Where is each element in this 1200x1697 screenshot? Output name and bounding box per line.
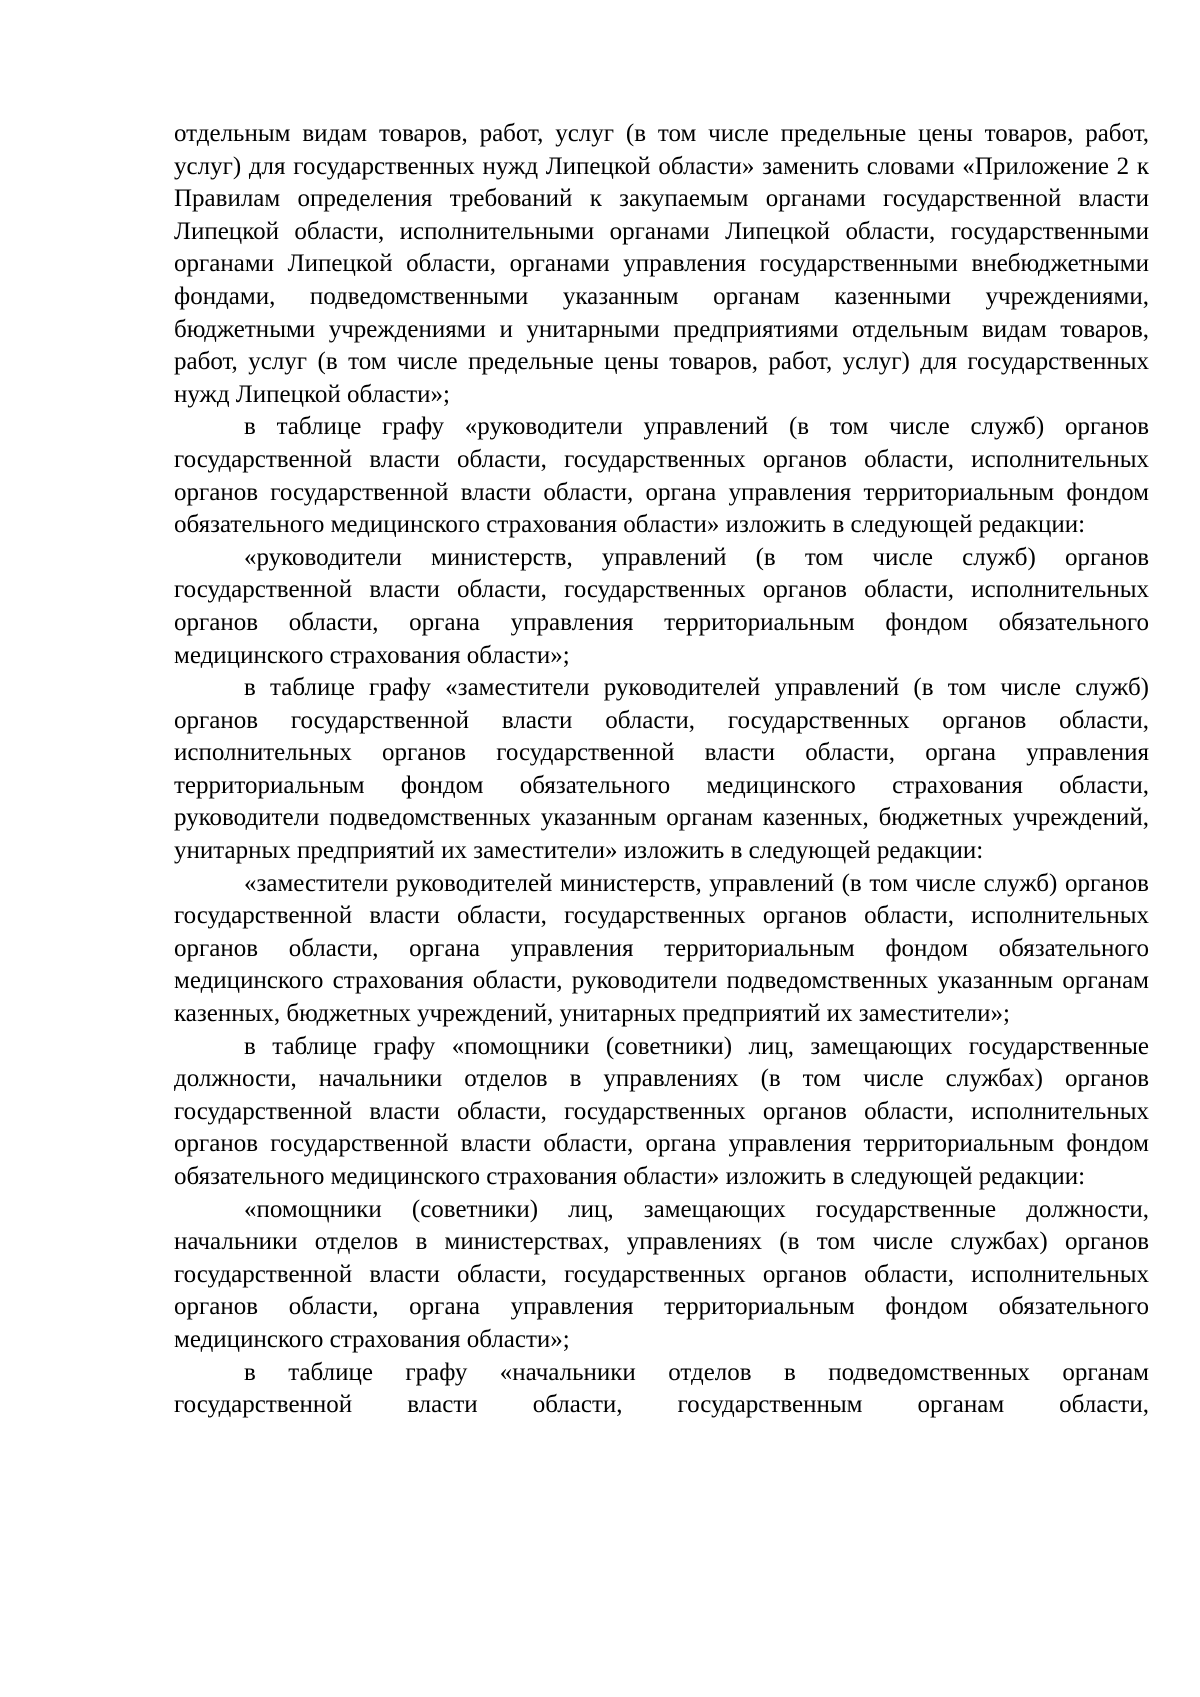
paragraph-amendment-heads: в таблице графу «руководители управлений (в том числе служб) органов государственной власти области, государственных органов области, исполнительных органов государственной власти области, органа управления территориальным фондом обязательного медицинского страхования области» изложить в следующей редакции: <box>174 413 1149 539</box>
paragraph-new-assistants: «помощники (советники) лиц, замещающих государственные должности, начальники отделов в министерствах, управлениях (в том числе службах) органов государственной власти области, государственных органов области, исполнительных органов области, органа управления территориальным фондом обязательного медицинского страхования области»; <box>174 1195 1149 1353</box>
paragraph-new-deputies: «заместители руководителей министерств, управлений (в том числе служб) органов государственной власти области, государственных органов области, исполнительных органов области, органа управления территориальным фондом обязательного медицинского страхования области, руководители подведомственных указанным органам казенных, бюджетных учреждений, унитарных предприятий их заместители»; <box>174 869 1149 1028</box>
document-body <box>174 118 1149 1422</box>
paragraph-amendment-department-heads: в таблице графу «начальники отделов в подведомственных органам государственной власти области, государственным органам области, <box>174 1358 1149 1419</box>
paragraph-amendment-deputies: в таблице графу «заместители руководителей управлений (в том числе служб) органов государственной власти области, государственных органов области, исполнительных органов государственной власти области, органа управления территориальным фондом обязательного медицинского страхования области, руководители подведомственных указанным органам казенных, бюджетных учреждений, унитарных предприятий их заместители» изложить в следующей редакции: <box>174 674 1149 865</box>
paragraph-continuation: отдельным видам товаров, работ, услуг (в том числе предельные цены товаров, работ, услуг) для государственных нужд Липецкой области» заменить словами «Приложение 2 к Правилам определения требований к закупаемым органами государственной власти Липецкой области, исполнительными органами Липецкой области, государственными органами Липецкой области, органами управления государственными внебюджетными фондами, подведомственными указанным органам казенными учреждениями, бюджетными учреждениями и унитарными предприятиями отдельным видам товаров, работ, услуг (в том числе предельные цены товаров, работ, услуг) для государственных нужд Липецкой области»; <box>174 120 1149 408</box>
paragraph-amendment-assistants: в таблице графу «помощники (советники) лиц, замещающих государственные должности, начальники отделов в управлениях (в том числе службах) органов государственной власти области, государственных органов области, исполнительных органов государственной власти области, органа управления территориальным фондом обязательного медицинского страхования области» изложить в следующей редакции: <box>174 1032 1149 1190</box>
paragraph-new-heads: «руководители министерств, управлений (в том числе служб) органов государственной власти области, государственных органов области, исполнительных органов области, органа управления территориальным фондом обязательного медицинского страхования области»; <box>174 543 1149 669</box>
